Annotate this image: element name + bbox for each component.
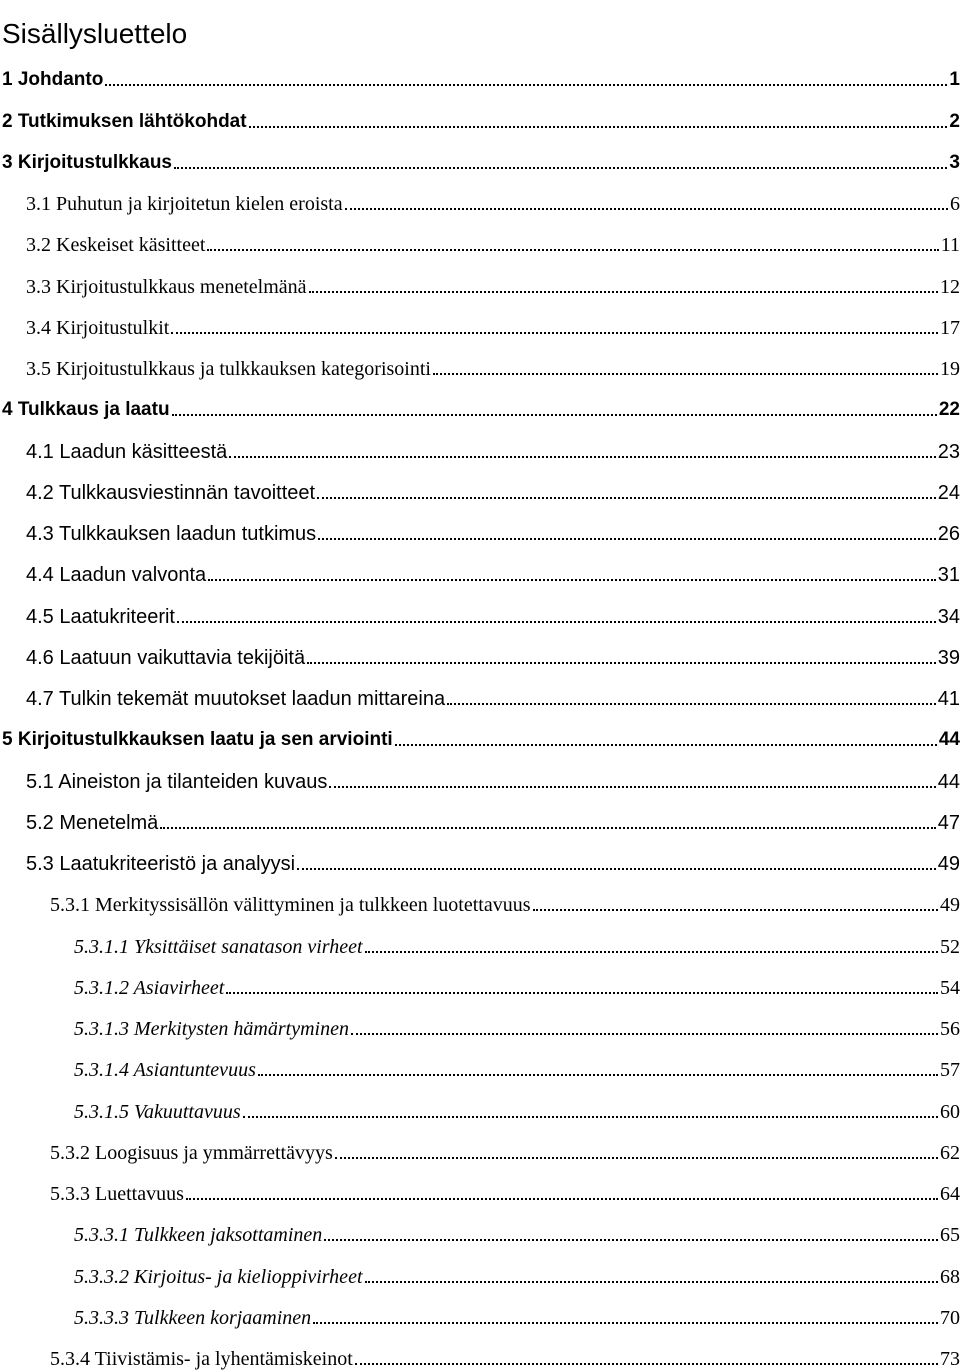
dot-leader bbox=[318, 538, 936, 540]
toc-entry-label: 5 Kirjoitustulkkauksen laatu ja sen arviointi bbox=[2, 729, 393, 751]
dot-leader bbox=[229, 456, 935, 458]
dot-leader bbox=[186, 1198, 938, 1200]
toc-entry-label: 5.3.1.2 Asiavirheet bbox=[74, 976, 225, 999]
toc-entry-label: 3.2 Keskeiset käsitteet bbox=[26, 234, 206, 257]
toc-entry-label: 4 Tulkkaus ja laatu bbox=[2, 399, 170, 421]
dot-leader bbox=[249, 126, 948, 128]
toc-entry[interactable] bbox=[0, 216, 960, 257]
dot-leader bbox=[177, 621, 936, 623]
toc-entry[interactable] bbox=[0, 299, 960, 340]
toc-entry-label: 4.7 Tulkin tekemät muutokset laadun mittareina bbox=[26, 688, 446, 710]
toc-entry[interactable] bbox=[0, 340, 960, 381]
toc-entry-page-number: 73 bbox=[940, 1348, 960, 1370]
toc-entry-label: 5.3.1.1 Yksittäiset sanatason virheet bbox=[74, 935, 363, 958]
toc-entry-page-number: 64 bbox=[940, 1183, 960, 1205]
toc-entry-label: 3.1 Puhutun ja kirjoitetun kielen eroista bbox=[26, 193, 343, 215]
toc-entry[interactable] bbox=[0, 1206, 960, 1247]
toc-entry-page-number: 3 bbox=[949, 151, 960, 173]
toc-entry[interactable] bbox=[0, 422, 960, 463]
dot-leader bbox=[258, 1074, 938, 1076]
dot-leader bbox=[395, 744, 937, 746]
dot-leader bbox=[243, 1116, 938, 1118]
dot-leader bbox=[324, 1239, 938, 1241]
dot-leader bbox=[207, 249, 938, 251]
toc-entry-label: 5.3.1.4 Asiantuntevuus bbox=[74, 1059, 256, 1082]
toc-entry-page-number: 47 bbox=[937, 811, 960, 834]
toc-entry-label: 5.3.2 Loogisuus ja ymmärrettävyys bbox=[50, 1141, 333, 1164]
toc-entry[interactable] bbox=[0, 175, 960, 216]
toc-entry-page-number: 68 bbox=[940, 1265, 960, 1288]
toc-entry-page-number: 54 bbox=[940, 976, 960, 999]
toc-entry[interactable] bbox=[0, 257, 960, 298]
dot-leader bbox=[335, 1157, 938, 1159]
dot-leader bbox=[365, 951, 938, 953]
toc-entry-label: 2 Tutkimuksen lähtökohdat bbox=[2, 110, 247, 132]
toc-entry[interactable] bbox=[0, 1247, 960, 1288]
dot-leader bbox=[329, 786, 935, 788]
toc-entry-page-number: 62 bbox=[940, 1141, 960, 1164]
toc-entry-label: 3.5 Kirjoitustulkkaus ja tulkkauksen kategorisointi bbox=[26, 358, 431, 380]
toc-entry-page-number: 22 bbox=[938, 399, 960, 421]
toc-entry-label: 3 Kirjoitustulkkaus bbox=[2, 151, 172, 173]
toc-entry-label: 5.2 Menetelmä bbox=[26, 811, 159, 834]
toc-entry-page-number: 41 bbox=[937, 688, 960, 710]
toc-entry-page-number: 17 bbox=[940, 316, 960, 339]
toc-entry-page-number: 26 bbox=[937, 523, 960, 545]
toc-entry-label: 5.3 Laatukriteeristö ja analyysi bbox=[26, 853, 296, 875]
toc-entry-page-number: 57 bbox=[940, 1059, 960, 1082]
toc-entry-label: 4.1 Laadun käsitteestä bbox=[26, 440, 228, 463]
toc-entry-label: 5.3.1.5 Vakuuttavuus bbox=[74, 1100, 241, 1123]
toc-entry[interactable] bbox=[0, 134, 960, 175]
dot-leader bbox=[317, 497, 936, 499]
dot-leader bbox=[172, 414, 937, 416]
toc-entry[interactable] bbox=[0, 917, 960, 958]
toc-entry-page-number: 31 bbox=[937, 564, 960, 587]
dot-leader bbox=[160, 827, 935, 829]
toc-entry-page-number: 44 bbox=[937, 770, 960, 793]
dot-leader bbox=[447, 703, 936, 705]
dot-leader bbox=[309, 291, 939, 293]
dot-leader bbox=[533, 909, 939, 911]
toc-entry-label: 5.3.3 Luettavuus bbox=[50, 1183, 184, 1205]
toc-entry-page-number: 65 bbox=[940, 1224, 960, 1247]
toc-entry[interactable] bbox=[0, 876, 960, 917]
dot-leader bbox=[171, 332, 938, 334]
dot-leader bbox=[365, 1281, 939, 1283]
toc-entry[interactable] bbox=[0, 1289, 960, 1330]
toc-entry-page-number: 44 bbox=[938, 729, 960, 751]
toc-entry[interactable] bbox=[0, 835, 960, 876]
dot-leader bbox=[226, 992, 938, 994]
toc-entry-page-number: 49 bbox=[940, 894, 960, 917]
toc-entry-label: 1 Johdanto bbox=[2, 69, 104, 91]
dot-leader bbox=[313, 1322, 938, 1324]
dot-leader bbox=[208, 579, 936, 581]
table-of-contents bbox=[0, 51, 960, 1371]
toc-entry-label: 5.1 Aineiston ja tilanteiden kuvaus bbox=[26, 770, 328, 793]
dot-leader bbox=[174, 167, 947, 169]
toc-entry-label: 4.3 Tulkkauksen laadun tutkimus bbox=[26, 523, 317, 545]
toc-entry-page-number: 56 bbox=[940, 1018, 960, 1040]
dot-leader bbox=[105, 84, 947, 86]
toc-entry[interactable] bbox=[0, 505, 960, 546]
toc-entry[interactable] bbox=[0, 959, 960, 1000]
toc-entry-label: 3.3 Kirjoitustulkkaus menetelmänä bbox=[26, 275, 307, 298]
toc-entry-page-number: 19 bbox=[940, 358, 960, 380]
toc-entry[interactable] bbox=[0, 629, 960, 670]
toc-entry[interactable] bbox=[0, 381, 960, 422]
dot-leader bbox=[307, 662, 936, 664]
toc-entry-page-number: 24 bbox=[937, 481, 960, 504]
toc-entry-page-number: 39 bbox=[937, 646, 960, 669]
toc-entry-label: 4.2 Tulkkausviestinnän tavoitteet bbox=[26, 481, 316, 504]
toc-entry-page-number: 23 bbox=[937, 440, 960, 463]
toc-entry-page-number: 34 bbox=[937, 605, 960, 628]
toc-entry[interactable] bbox=[0, 711, 960, 752]
toc-entry-label: 5.3.4 Tiivistämis- ja lyhentämiskeinot bbox=[50, 1348, 353, 1370]
toc-entry-label: 5.3.1.3 Merkitysten hämärtyminen bbox=[74, 1018, 349, 1040]
toc-entry[interactable] bbox=[0, 92, 960, 133]
toc-entry-label: 3.4 Kirjoitustulkit bbox=[26, 316, 170, 339]
toc-entry-label: 4.5 Laatukriteerit bbox=[26, 605, 175, 628]
toc-entry[interactable] bbox=[0, 587, 960, 628]
toc-entry[interactable] bbox=[0, 546, 960, 587]
toc-entry[interactable] bbox=[0, 794, 960, 835]
toc-entry-label: 5.3.3.3 Tulkkeen korjaaminen bbox=[74, 1306, 312, 1329]
toc-entry-page-number: 70 bbox=[940, 1306, 960, 1329]
toc-entry-page-number: 11 bbox=[940, 234, 960, 257]
toc-entry[interactable] bbox=[0, 1124, 960, 1165]
toc-entry[interactable] bbox=[0, 464, 960, 505]
dot-leader bbox=[433, 373, 938, 375]
toc-entry-page-number: 6 bbox=[950, 193, 960, 215]
toc-entry[interactable] bbox=[0, 1165, 960, 1206]
toc-entry[interactable] bbox=[0, 51, 960, 92]
toc-entry-page-number: 1 bbox=[949, 69, 960, 91]
dot-leader bbox=[297, 868, 936, 870]
toc-entry[interactable] bbox=[0, 752, 960, 793]
dot-leader bbox=[351, 1033, 938, 1035]
toc-entry-page-number: 52 bbox=[940, 935, 960, 958]
toc-entry-page-number: 12 bbox=[940, 275, 960, 298]
toc-entry-page-number: 49 bbox=[937, 853, 960, 875]
toc-entry[interactable] bbox=[0, 1041, 960, 1082]
toc-entry-label: 4.4 Laadun valvonta bbox=[26, 564, 207, 587]
toc-entry-label: 5.3.1 Merkityssisällön välittyminen ja tulkkeen luotettavuus bbox=[50, 894, 531, 917]
toc-entry-label: 4.6 Laatuun vaikuttavia tekijöitä bbox=[26, 646, 306, 669]
toc-entry[interactable] bbox=[0, 1082, 960, 1123]
toc-entry-label: 5.3.3.2 Kirjoitus- ja kielioppivirheet bbox=[74, 1265, 363, 1288]
page-title: Sisällysluettelo bbox=[2, 17, 188, 49]
toc-entry[interactable] bbox=[0, 1000, 960, 1041]
toc-entry-page-number: 60 bbox=[940, 1100, 960, 1123]
toc-entry[interactable] bbox=[0, 670, 960, 711]
toc-entry-page-number: 2 bbox=[949, 110, 960, 132]
dot-leader bbox=[345, 208, 948, 210]
toc-entry-label: 5.3.3.1 Tulkkeen jaksottaminen bbox=[74, 1224, 323, 1247]
